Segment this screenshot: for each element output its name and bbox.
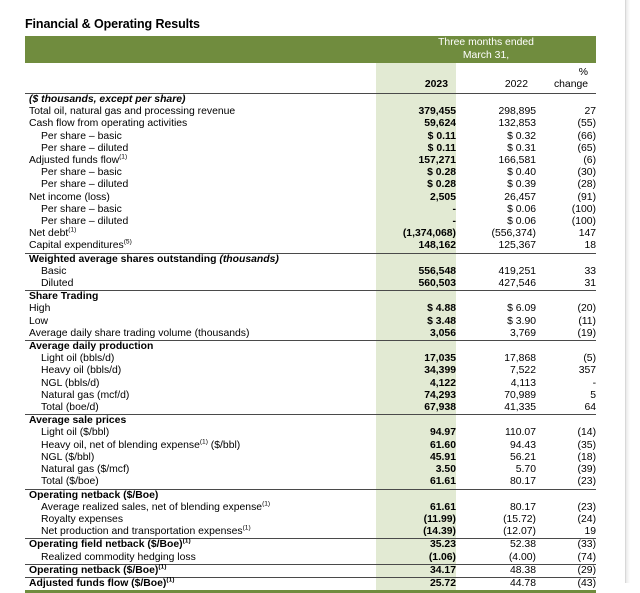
row-value-pct: [536, 341, 596, 354]
row-value-2023: [376, 341, 456, 354]
row-value-2023: $ 0.28: [376, 179, 456, 191]
section-heading: [25, 253, 376, 266]
section-heading-row: [25, 564, 596, 577]
row-value-2022: 41,335: [504, 402, 536, 414]
row-label-text: NGL (bbls/d): [41, 377, 100, 389]
table-row: [25, 303, 596, 315]
page-title: Financial & Operating Results: [25, 17, 200, 31]
row-label: [25, 278, 376, 291]
row-value-pct: (33): [536, 539, 596, 552]
row-label: [25, 204, 376, 216]
section-heading: [25, 415, 376, 428]
table-row: [25, 514, 596, 526]
table-row: [25, 464, 596, 476]
row-value-2023: (1,374,068): [376, 228, 456, 240]
row-label: [25, 131, 376, 143]
row-value-2023: $ 0.11: [376, 131, 456, 143]
row-value-pct: (14): [577, 427, 597, 439]
row-label-text: Net production and transportation expenses: [41, 526, 243, 538]
table-row: [25, 452, 596, 464]
row-value-pct: (55): [577, 118, 597, 130]
row-value-2023: 34,399: [376, 365, 456, 377]
row-value-2022: $ 3.90: [507, 315, 536, 327]
row-label: [25, 353, 376, 365]
table-row: [25, 167, 596, 179]
row-value-2022: 7,522: [509, 365, 536, 377]
row-value-pct: (100): [571, 203, 597, 215]
row-value-2022: $ 0.06: [507, 203, 536, 215]
column-header-2023: 2023: [376, 63, 456, 94]
row-value-pct: 18: [584, 240, 597, 252]
row-value-2022: 125,367: [498, 240, 536, 252]
row-value-pct: -: [592, 377, 597, 389]
row-label: [25, 240, 376, 253]
row-value-2023: 560,503: [376, 278, 456, 291]
footnote-marker: (1): [242, 524, 251, 532]
table-period-band: [25, 36, 596, 63]
row-label: [25, 143, 376, 155]
footnote-marker: (5): [123, 238, 132, 246]
row-label-text: Per share – diluted: [41, 179, 129, 191]
row-value-2023: 157,271: [376, 155, 456, 167]
row-value-pct: (91): [577, 191, 597, 203]
row-value-2023: -: [376, 204, 456, 216]
period-line-1: Three months ended: [438, 37, 534, 49]
row-value-pct: (35): [577, 439, 597, 451]
section-heading-units: (thousands): [216, 253, 279, 265]
row-label: [25, 476, 376, 489]
row-value-2022: [456, 341, 536, 354]
table-row: [25, 316, 596, 328]
row-value-2022: 48.38: [456, 564, 536, 577]
page-edge-shadow: [626, 0, 630, 583]
row-value-2023: 17,035: [376, 353, 456, 365]
row-value-pct: (28): [577, 179, 597, 191]
section-heading-row: [25, 539, 596, 552]
table-row: [25, 131, 596, 143]
section-heading-text: Weighted average shares outstanding: [29, 253, 217, 265]
row-value-pct: (30): [577, 167, 597, 179]
section-heading-row: [25, 577, 596, 590]
row-label: [25, 452, 376, 464]
row-value-2023: [376, 253, 456, 266]
row-label: [25, 464, 376, 476]
row-value-2022: (556,374): [491, 228, 536, 240]
column-header-2022: 2022: [504, 78, 528, 90]
section-heading: [25, 539, 376, 552]
table-row: [25, 440, 596, 452]
row-value-2022: 4,113: [510, 377, 536, 389]
table-row: [25, 266, 596, 278]
row-value-pct: 19: [584, 526, 597, 538]
column-header-pct-change: [536, 63, 596, 94]
section-heading-row: [25, 415, 596, 428]
row-value-2023: [376, 489, 456, 502]
row-label: [25, 106, 376, 118]
row-label-text: Low: [29, 315, 49, 327]
row-value-2022: 419,251: [498, 265, 536, 277]
row-label: [25, 440, 376, 452]
row-value-2023: 61.60: [376, 440, 456, 452]
row-value-2023: $ 0.28: [376, 167, 456, 179]
period-line-2: March 31,: [462, 49, 510, 61]
row-label: [25, 552, 376, 565]
row-value-2022: 80.17: [509, 501, 536, 513]
green-rule: [25, 590, 596, 593]
row-value-pct: (43): [536, 577, 596, 590]
footnote-marker: (1): [166, 576, 175, 584]
row-label-text: Capital expenditures: [29, 240, 124, 252]
section-heading-row: [25, 291, 596, 304]
row-label: [25, 155, 376, 167]
row-value-2022: 132,853: [498, 118, 536, 130]
row-value-2022: 70,989: [504, 389, 536, 401]
row-value-2022: 52.38: [456, 539, 536, 552]
section-heading-text: Share Trading: [29, 291, 99, 303]
row-label-text: NGL ($/bbl): [41, 451, 95, 463]
row-label: [25, 502, 376, 514]
row-label: [25, 378, 376, 390]
table-row: [25, 526, 596, 539]
row-label: [25, 228, 376, 240]
row-label-text: Cash flow from operating activities: [29, 118, 188, 130]
table-row: [25, 216, 596, 228]
row-label-text: Average realized sales, net of blending expense: [41, 501, 263, 513]
section-heading-text: Average sale prices: [29, 415, 127, 427]
row-value-2023: (11.99): [376, 514, 456, 526]
row-label-text: Diluted: [41, 278, 74, 290]
table-row: [25, 427, 596, 439]
row-label-text: Natural gas (mcf/d): [41, 389, 130, 401]
row-value-pct: (23): [577, 476, 597, 488]
row-value-2022: 110.07: [504, 427, 536, 439]
row-value-2023: 3,056: [376, 328, 456, 341]
row-value-2023: 4,122: [376, 378, 456, 390]
row-value-2023: 3.50: [376, 464, 456, 476]
row-label: [25, 316, 376, 328]
row-label: [25, 526, 376, 539]
row-label: [25, 365, 376, 377]
row-value-2023: [376, 415, 456, 428]
row-value-2022: 26,457: [504, 191, 536, 203]
section-heading-text: ($ thousands, except per share): [29, 94, 186, 105]
table-row: [25, 155, 596, 167]
row-value-2023: 74,293: [376, 390, 456, 402]
row-value-2023: 61.61: [376, 476, 456, 489]
row-value-2022: 80.17: [509, 476, 536, 488]
row-label-text: Per share – basic: [41, 130, 122, 142]
row-value-2022: $ 0.31: [507, 142, 536, 154]
pct-symbol: %: [578, 66, 589, 78]
row-label-text: Net income (loss): [29, 191, 110, 203]
footnote-marker: (1): [262, 500, 271, 508]
row-label-suffix: ($/bbl): [207, 439, 241, 451]
footnote-marker: (1): [199, 438, 208, 446]
row-value-pct: (66): [577, 130, 597, 142]
row-label-text: Per share – diluted: [41, 216, 129, 228]
row-value-2022: (15.72): [503, 513, 536, 525]
section-heading-text: Adjusted funds flow ($/Boe): [29, 577, 167, 589]
row-label-text: Basic: [41, 265, 67, 277]
row-label-text: Royalty expenses: [41, 513, 124, 525]
section-heading: [25, 564, 376, 577]
row-value-2022: 298,895: [498, 106, 536, 118]
table-row: [25, 378, 596, 390]
row-label-text: Per share – basic: [41, 167, 122, 179]
section-heading-text: Operating netback ($/Boe): [29, 564, 159, 576]
row-label-text: Net debt: [29, 228, 69, 240]
row-value-pct: (18): [577, 451, 597, 463]
row-value-2023: 2,505: [376, 192, 456, 204]
row-value-2023: 59,624: [376, 118, 456, 130]
row-value-2022: 44.78: [456, 577, 536, 590]
row-value-2022: 94.43: [509, 439, 536, 451]
row-label: [25, 118, 376, 130]
footnote-marker: (1): [119, 153, 128, 161]
row-value-2023: -: [376, 216, 456, 228]
page-right-edge: [625, 0, 640, 583]
row-value-2022: [456, 253, 536, 266]
row-value-pct: (20): [577, 303, 597, 315]
row-label: [25, 192, 376, 204]
row-value-2022: $ 0.40: [507, 167, 536, 179]
row-value-2022: 166,581: [498, 155, 536, 167]
row-value-2023: 61.61: [376, 502, 456, 514]
footnote-marker: (1): [182, 537, 191, 545]
table-row: [25, 228, 596, 240]
row-value-2022: [456, 415, 536, 428]
table-row: [25, 502, 596, 514]
table-row: [25, 390, 596, 402]
row-label-text: Total ($/boe): [41, 476, 99, 488]
section-heading-row: [25, 253, 596, 266]
table-row: [25, 476, 596, 489]
row-label: [25, 390, 376, 402]
row-label: [25, 328, 376, 341]
row-value-pct: (11): [578, 315, 597, 327]
row-value-2022: [456, 489, 536, 502]
row-value-2023: 94.97: [376, 427, 456, 439]
row-value-pct: (100): [571, 216, 597, 228]
row-label-text: Total (boe/d): [41, 402, 99, 414]
section-heading-row: [25, 94, 596, 107]
column-header-label-blank: [25, 63, 376, 94]
table-row: [25, 192, 596, 204]
row-value-2022: 17,868: [504, 353, 536, 365]
section-heading: [25, 489, 376, 502]
row-value-pct: (74): [577, 551, 597, 563]
row-label: [25, 179, 376, 191]
row-value-2022: $ 0.39: [507, 179, 536, 191]
row-value-2023: 556,548: [376, 266, 456, 278]
row-value-pct: (29): [536, 564, 596, 577]
section-heading: [25, 291, 376, 304]
row-value-2022: 56.21: [509, 451, 536, 463]
row-label: [25, 514, 376, 526]
table-row: [25, 204, 596, 216]
row-value-2023: 35.23: [376, 539, 456, 552]
row-value-2023: (1.06): [376, 552, 456, 565]
row-label-text: Average daily share trading volume (thousands): [29, 327, 250, 339]
section-heading: [25, 94, 376, 107]
row-label-text: High: [29, 303, 51, 315]
row-label-text: Per share – basic: [41, 203, 122, 215]
section-heading-text: Average daily production: [29, 341, 154, 353]
row-value-2023: 45.91: [376, 452, 456, 464]
row-value-2022: $ 0.32: [507, 130, 536, 142]
row-value-2022: 427,546: [498, 278, 536, 290]
table-row: [25, 278, 596, 291]
table-row: [25, 143, 596, 155]
row-label-text: Per share – diluted: [41, 142, 129, 154]
row-label-text: Light oil (bbls/d): [41, 353, 115, 365]
footnote-marker: (1): [158, 563, 167, 571]
row-value-pct: 27: [584, 106, 597, 118]
pct-word: change: [553, 78, 589, 90]
row-value-pct: (19): [577, 327, 597, 339]
row-value-2023: 67,938: [376, 402, 456, 415]
row-value-pct: 357: [578, 365, 597, 377]
row-value-2023: $ 3.48: [376, 316, 456, 328]
row-value-2022: (4.00): [508, 551, 536, 563]
row-label: [25, 167, 376, 179]
row-value-2023: 25.72: [376, 577, 456, 590]
row-value-2022: $ 0.06: [507, 216, 536, 228]
table-row: [25, 552, 596, 565]
row-value-pct: [536, 415, 596, 428]
row-label: [25, 216, 376, 228]
row-value-2022: $ 6.09: [507, 303, 536, 315]
row-label: [25, 402, 376, 415]
row-value-pct: (23): [577, 501, 597, 513]
table-row: [25, 179, 596, 191]
section-heading-row: [25, 489, 596, 502]
row-label-text: Natural gas ($/mcf): [41, 464, 130, 476]
row-value-2023: 379,455: [376, 106, 456, 118]
row-value-2023: $ 0.11: [376, 143, 456, 155]
section-heading-text: Operating field netback ($/Boe): [29, 539, 183, 551]
row-value-pct: (24): [577, 513, 597, 525]
row-value-2022: 5.70: [515, 464, 536, 476]
table-row: [25, 402, 596, 415]
row-value-pct: 33: [584, 265, 597, 277]
row-value-2023: (14.39): [376, 526, 456, 539]
period-header: [376, 36, 596, 63]
row-value-pct: [536, 489, 596, 502]
table-row: [25, 118, 596, 130]
row-label-text: Realized commodity hedging loss: [41, 551, 196, 563]
table-row: [25, 240, 596, 253]
row-value-2023: [376, 94, 456, 107]
row-value-2022: 3,769: [509, 327, 536, 339]
row-value-2022: [456, 94, 536, 107]
row-label-text: Light oil ($/bbl): [41, 427, 110, 439]
row-value-2023: 34.17: [376, 564, 456, 577]
row-value-pct: (6): [583, 155, 597, 167]
table-row: [25, 106, 596, 118]
row-value-pct: (5): [583, 353, 597, 365]
table-row: [25, 328, 596, 341]
table-row: [25, 353, 596, 365]
table-column-headers: [25, 63, 596, 94]
row-value-2022: (12.07): [503, 526, 536, 538]
row-value-pct: 64: [584, 402, 597, 414]
row-value-pct: [536, 94, 596, 107]
row-value-2023: $ 4.88: [376, 303, 456, 315]
table-row: [25, 365, 596, 377]
footnote-marker: (1): [68, 226, 77, 234]
row-label: [25, 303, 376, 315]
row-label-text: Adjusted funds flow: [29, 155, 120, 167]
band-spacer: [25, 36, 376, 63]
section-heading-row: [25, 341, 596, 354]
row-value-pct: 5: [590, 389, 597, 401]
row-value-pct: (65): [577, 142, 597, 154]
section-heading-text: Operating netback ($/Boe): [29, 489, 159, 501]
financial-results-table: [25, 36, 596, 593]
row-value-pct: [536, 291, 596, 304]
row-label: [25, 266, 376, 278]
table-bottom-green-rule: [25, 590, 596, 593]
row-value-pct: 31: [584, 278, 597, 290]
section-heading: [25, 341, 376, 354]
section-heading: [25, 577, 376, 590]
row-value-pct: (39): [577, 464, 597, 476]
row-value-2023: 148,162: [376, 240, 456, 253]
row-value-2022: [456, 291, 536, 304]
row-value-pct: [536, 253, 596, 266]
row-value-pct: 147: [578, 228, 597, 240]
row-label-text: Total oil, natural gas and processing revenue: [29, 106, 236, 118]
row-label-text: Heavy oil, net of blending expense: [41, 439, 200, 451]
row-label-text: Heavy oil (bbls/d): [41, 365, 122, 377]
row-value-2023: [376, 291, 456, 304]
